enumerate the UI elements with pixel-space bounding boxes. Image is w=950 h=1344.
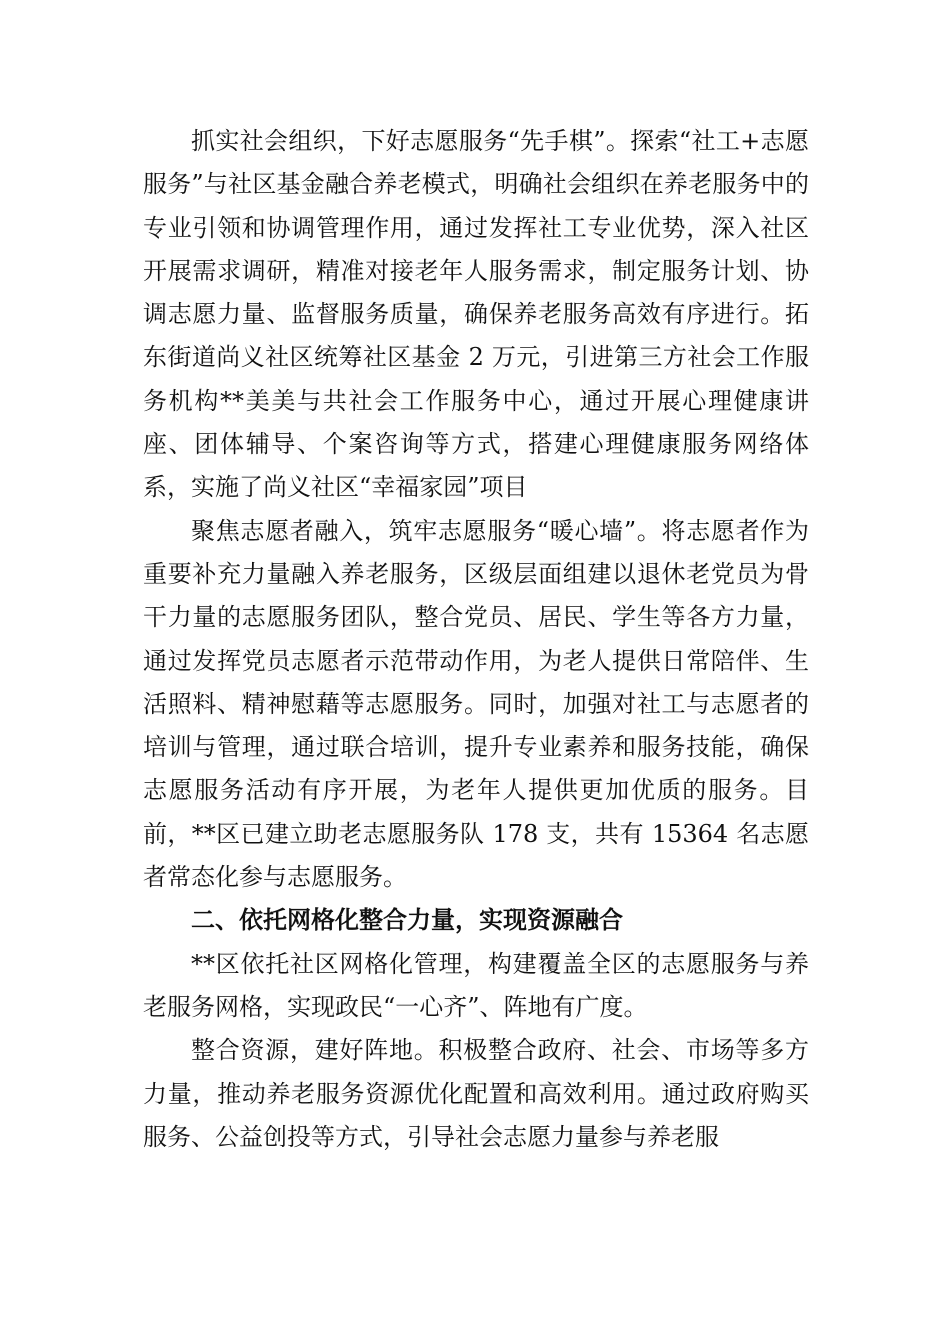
paragraph-integrate-resources: 整合资源，建好阵地。积极整合政府、社会、市场等多方力量，推动养老服务资源优化配置和高效利用。通过政府购买服务、公益创投等方式，引导社会志愿力量参与养老服 — [143, 1036, 809, 1151]
paragraph-grid-management: **区依托社区网格化管理，构建覆盖全区的志愿服务与养老服务网格，实现政民“一心齐”、阵地有广度。 — [143, 949, 809, 1021]
section-heading: 二、依托网格化整合力量，实现资源融合 — [191, 906, 623, 935]
paragraph-social-organizations: 抓实社会组织，下好志愿服务“先手棋”。探索“社工+志愿服务”与社区基金融合养老模式，明确社会组织在养老服务中的专业引领和协调管理作用，通过发挥社工专业优势，深入社区开展需求调研，精准对接老年人服务需求，制定服务计划、协调志愿力量、监督服务质量，确保养老服务高效有序进行。拓东街道尚义社区统筹社区基金 2 万元，引进第三方社会工作服务机构**美美与共社会工作服务中心，通过开展心理健康讲座、团体辅导、个案咨询等方式，搭建心理健康服务网络体系，实施了尚义社区“幸福家园”项目 — [143, 127, 809, 502]
paragraph-volunteer-integration: 聚焦志愿者融入，筑牢志愿服务“暖心墙”。将志愿者作为重要补充力量融入养老服务，区级层面组建以退休老党员为骨干力量的志愿服务团队，整合党员、居民、学生等各方力量，通过发挥党员志愿者示范带动作用，为老人提供日常陪伴、生活照料、精神慰藉等志愿服务。同时，加强对社工与志愿者的培训与管理，通过联合培训，提升专业素养和服务技能，确保志愿服务活动有序开展，为老年人提供更加优质的服务。目前，**区已建立助老志愿服务队 178 支，共有 15364 名志愿者常态化参与志愿服务。 — [143, 516, 809, 892]
document-body — [143, 120, 809, 1159]
